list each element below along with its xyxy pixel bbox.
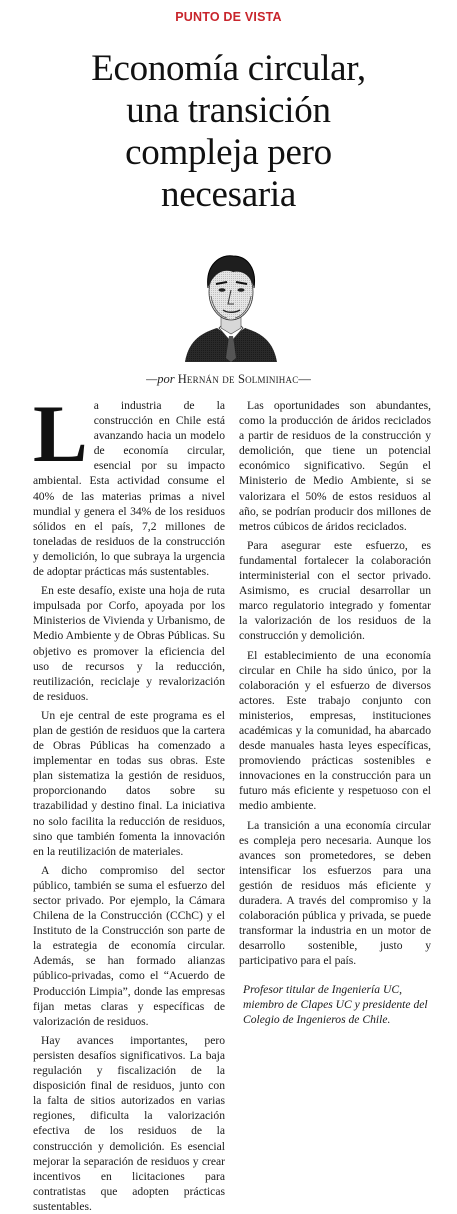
section-tag: PUNTO DE VISTA (175, 10, 282, 24)
headline-line: Economía circular, (91, 48, 366, 89)
drop-cap: L (33, 388, 88, 479)
author-signature: Profesor titular de Ingeniería UC, miembro de Clapes UC y presidente del Colegio de Ingenieros de Chile. (243, 983, 428, 1027)
article-paragraph (33, 388, 225, 579)
article-paragraph: El establecimiento de una economía circular en Chile ha sido único, por la colaboración y el esfuerzo de diversos actores. Este trabajo conjunto con ministerios, empresas, instituciones académicas y la comunidad, ha abarcado desde manuales hasta leyes específicas, promoviendo prácticas sostenibles e innovaciones en la construcción para un futuro más eficiente y respetuoso con el medio ambiente. (239, 648, 431, 813)
article-paragraph: Para asegurar este esfuerzo, es fundamental fortalecer la colaboración interministerial con el sector privado. Asimismo, es crucial desarrollar un marco regulatorio integrado y fomentar la valorización de los residuos de la construcción y demolición. (239, 538, 431, 643)
byline (0, 372, 457, 387)
headline (10, 48, 447, 216)
article-body (33, 388, 431, 1213)
author-portrait (183, 246, 279, 362)
article-paragraph: Un eje central de este programa es el plan de gestión de residuos que la cartera de Obras Públicas ha comenzado a implementar en todas sus obras. Este plan sistematiza la gestión de residuos, proporcionando datos sobre su trazabilidad y destino final. La iniciativa no solo facilita la reducción de residuos, sino que también fomenta la innovación en la reutilización de materiales. (33, 708, 225, 858)
article-paragraph: En este desafío, existe una hoja de ruta impulsada por Corfo, apoyada por los Ministerios de Vivienda y Urbanismo, de Medio Ambiente y de Obras Públicas. Su objetivo es promover la eficiencia del uso de recursos y la reducción, reutilización, reciclaje y revalorización de residuos. (33, 584, 225, 703)
byline-author: Hernán de Solminihac (177, 372, 299, 386)
headline-line: una transición (126, 90, 331, 131)
article-paragraph: A dicho compromiso del sector público, también se suma el esfuerzo del sector privado. Por ejemplo, la Cámara Chilena de la Construcción (CChC) y el Instituto de la Construcción son parte de la estrategia de economía circular. Además, se han formado alianzas público-privadas, como el “Acuerdo de Producción Limpia”, donde las empresas fijan metas claras y específicas de valorización de residuos. (33, 863, 225, 1028)
article-paragraph: Las oportunidades son abundantes, como la producción de áridos reciclados a partir de residuos de la construcción y demolición, que tiene un potencial económico significativo. Según el Ministerio de Medio Ambiente, si se valorizara el 50% de estos residuos al año, se podrían producir dos millones de metros cúbicos de áridos reciclados. (239, 399, 431, 533)
paragraph-text: a industria de la construcción en Chile está avanzando hacia un modelo de economía circular, esencial por su impacto ambiental. Esta actividad consume el 40% de las materias primas a nivel mundial y genera el 34% de los residuos sólidos en el país, 7,2 millones de toneladas de residuos de la construcción y demolición, lo que subraya la urgencia de adoptar prácticas más sustentables. (33, 399, 225, 579)
article-column-right (239, 398, 431, 1168)
article-paragraph: Hay avances importantes, pero persisten desafíos significativos. La baja regulación y fiscalización de la disposición final de residuos, junto con la falta de sitios autorizados en varias regiones, dificulta la valorización efectiva de los residuos de la construcción y demolición. Es esencial mejorar la separación de residuos y crear incentivos en licitaciones para contratistas que adopten prácticas sustentables. (33, 1033, 225, 1213)
article-paragraph: La transición a una economía circular es compleja pero necesaria. Aunque los avances son prometedores, se deben intensificar los esfuerzos para una gestión de residuos más eficiente y duradera. A través del compromiso y la colaboración pública y privada, se puede transformar la industria en un motor de desarrollo sostenible, justo y participativo para el país. (239, 818, 431, 968)
article-column-left (33, 388, 225, 1213)
byline-suffix: — (298, 372, 311, 386)
headline-line: compleja pero (125, 132, 332, 173)
headline-line: necesaria (161, 174, 296, 215)
byline-prefix: —por (146, 372, 175, 386)
